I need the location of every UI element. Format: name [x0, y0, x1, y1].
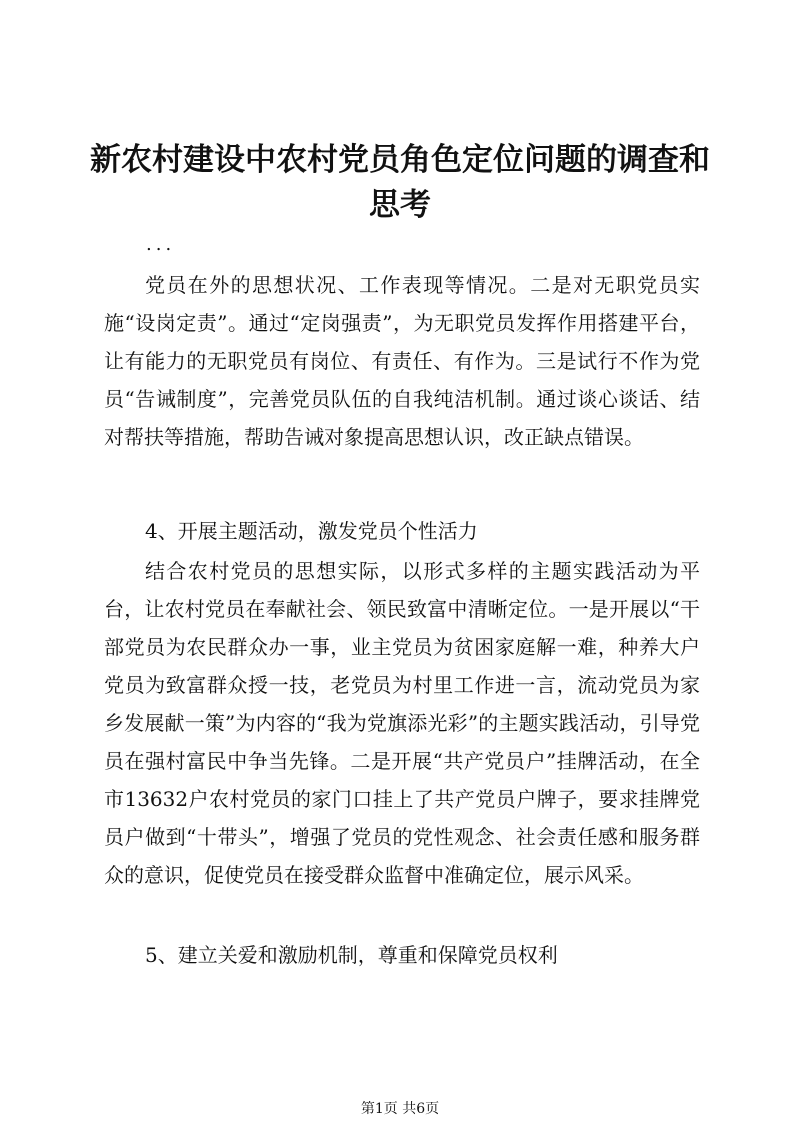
page-footer: 第1页 共6页: [360, 1101, 440, 1117]
section-heading-5: 5、建立关爱和激励机制，尊重和保障党员权利: [145, 943, 558, 967]
paragraph: 结合农村党员的思想实际，以形式多样的主题实践活动为平台，让农村党员在奉献社会、领民致富中清晰定位。一是开展以“干部党员为农民群众办一事，业主党员为贫困家庭解一难，种养大户党员为致富群众授一技，老党员为村里工作进一言，流动党员为家乡发展献一策”为内容的“我为党旗添光彩”的主题实践活动，引导党员在强村富民中争当先锋。二是开展“共产党员户”挂牌活动，在全市13632户农村党员的家门口挂上了共产党员户牌子，要求挂牌党员户做到“十带头”，增强了党员的党性观念、社会责任感和服务群众的意识，促使党员在接受群众监督中准确定位，展示风采。: [104, 559, 700, 887]
paragraph: 党员在外的思想状况、工作表现等情况。二是对无职党员实施“设岗定责”。通过“定岗强责”，为无职党员发挥作用搭建平台，让有能力的无职党员有岗位、有责任、有作为。三是试行不作为党员“告诫制度”，完善党员队伍的自我纯洁机制。通过谈心谈话、结对帮扶等措施，帮助告诫对象提高思想认识，改正缺点错误。: [104, 273, 700, 449]
section-heading-4: 4、开展主题活动，激发党员个性活力: [145, 519, 478, 543]
document-title: 新农村建设中农村党员角色定位问题的调查和思考: [90, 142, 710, 223]
ellipsis: ...: [146, 234, 176, 255]
